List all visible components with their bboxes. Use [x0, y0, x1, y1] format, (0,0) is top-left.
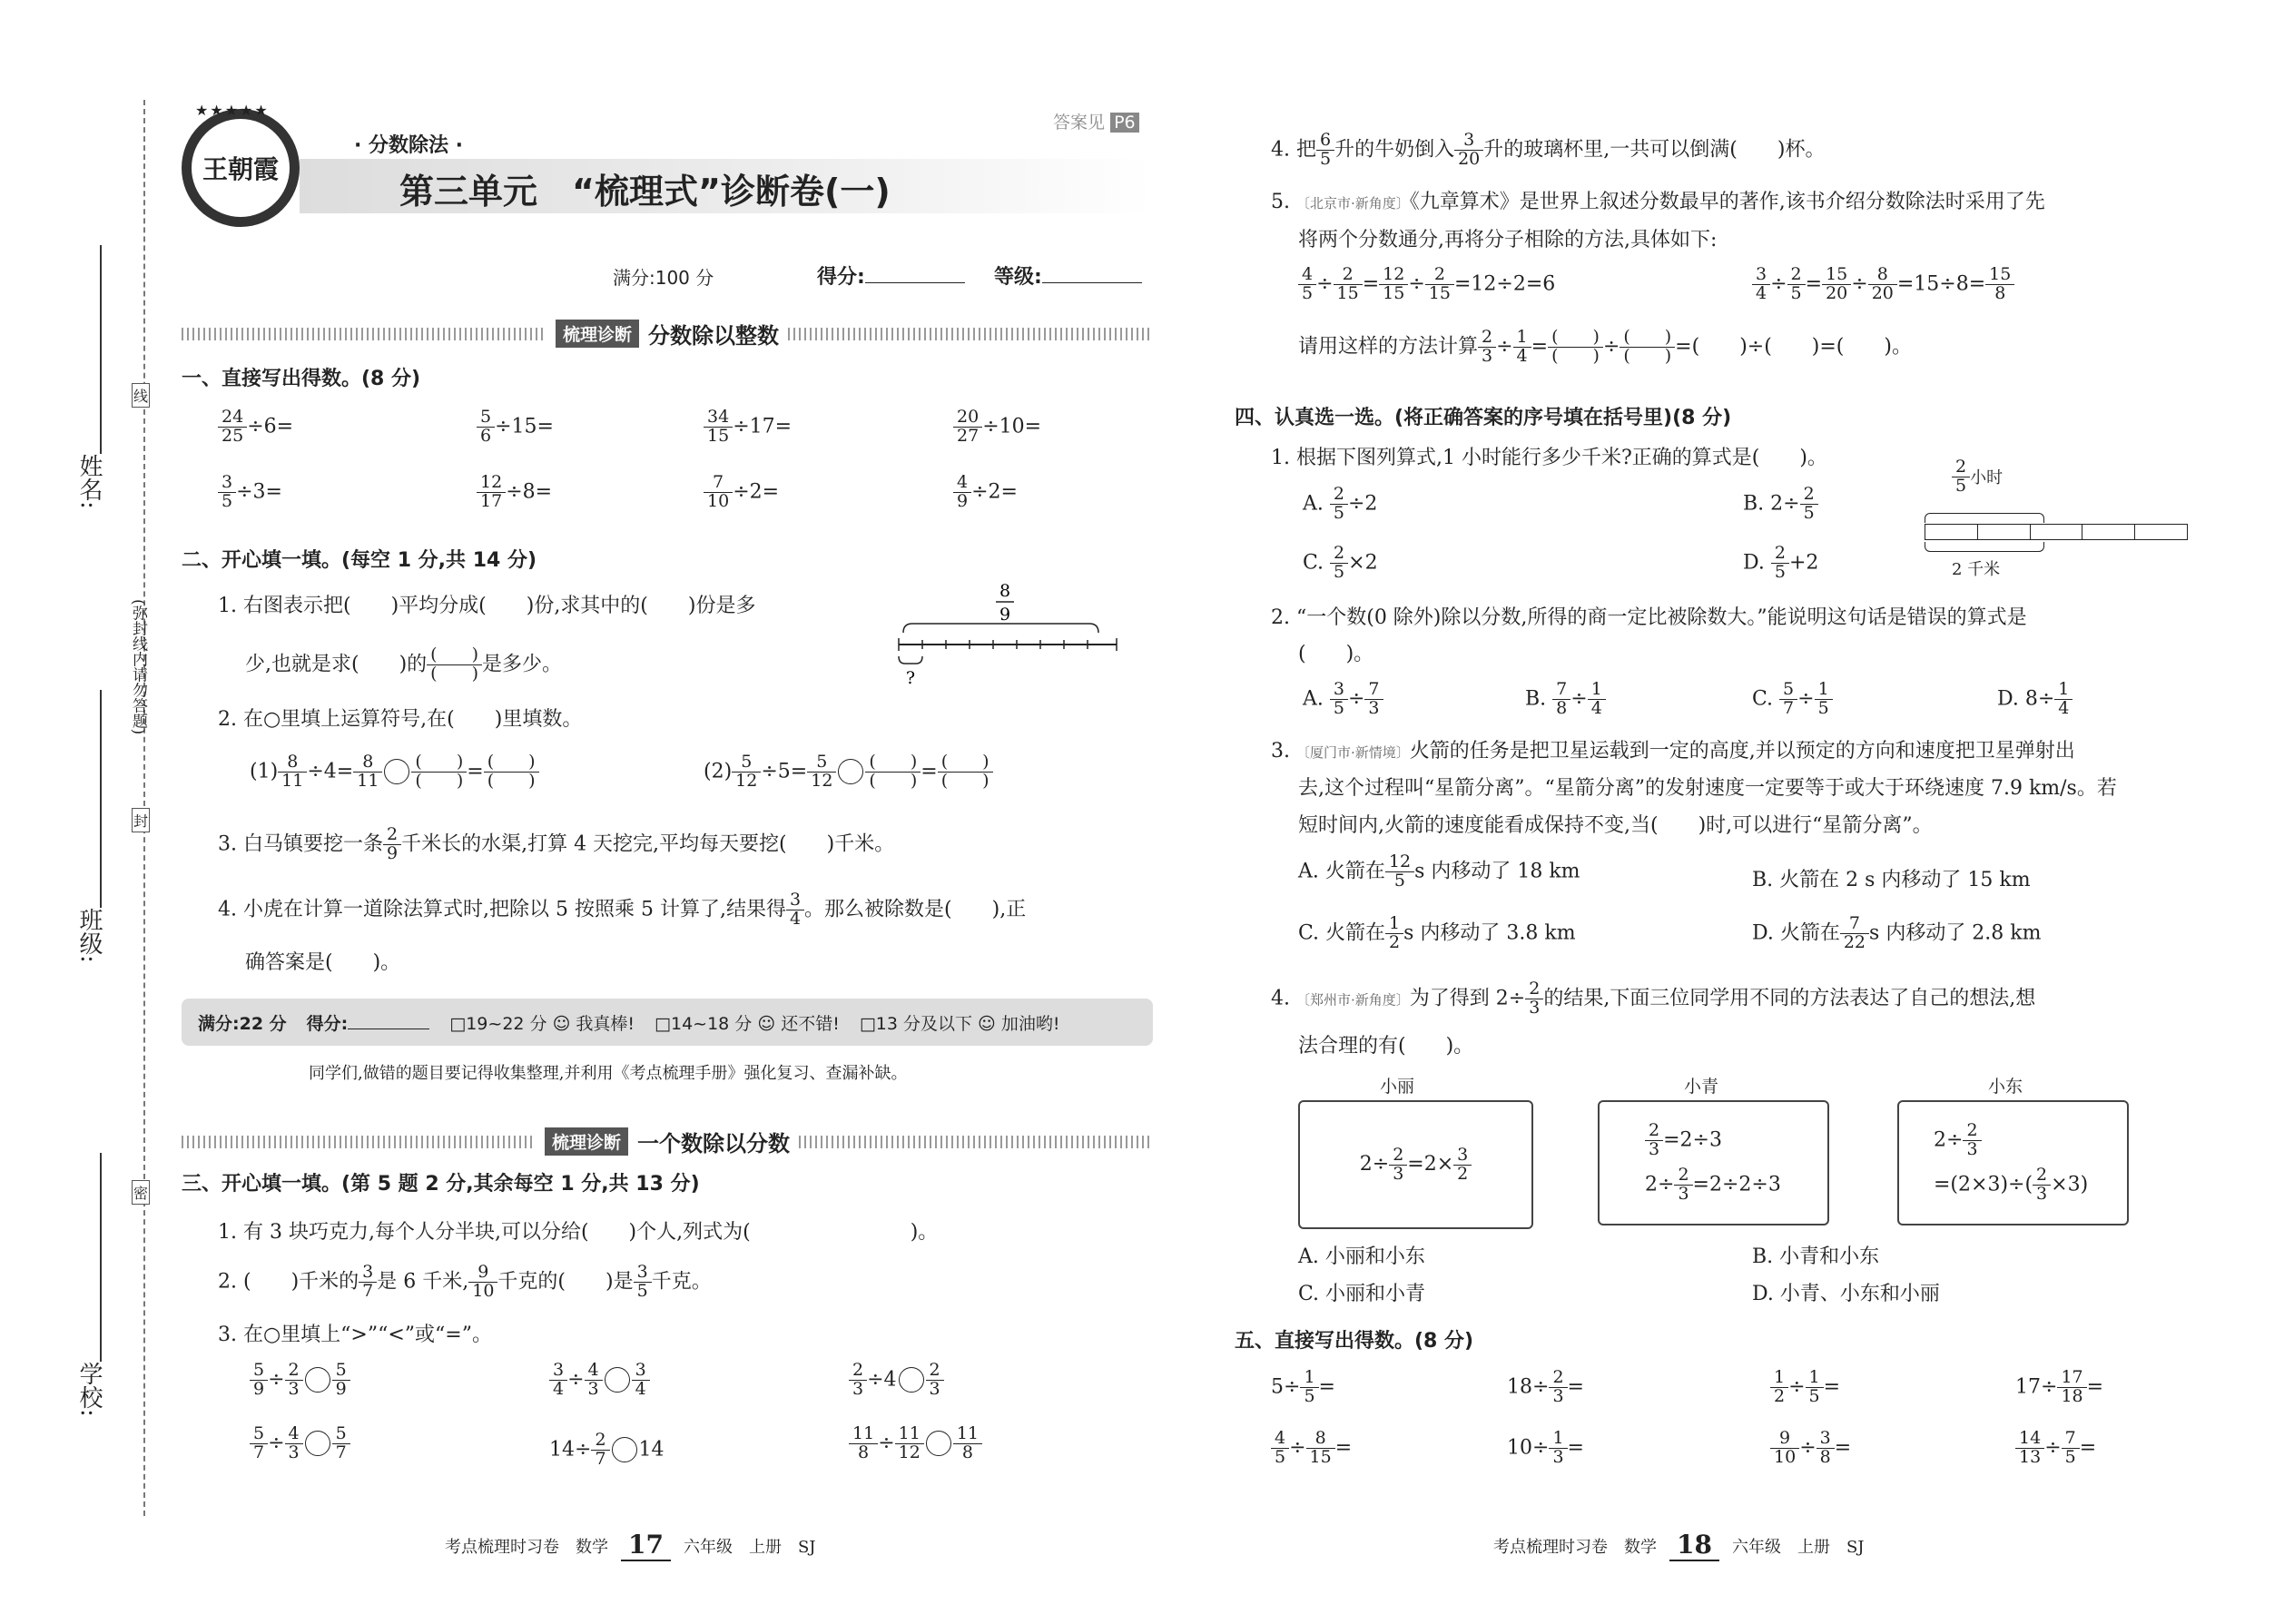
diagram-label-bottom: 2 千米 [1952, 560, 2001, 579]
q2-3-post: 千米长的水渠,打算 4 天挖完,平均每天要挖( )千米。 [401, 832, 895, 856]
r-c4-a-pre: 为了得到 2÷ [1409, 987, 1526, 1010]
grade-blank[interactable] [1042, 282, 1142, 283]
op-circle[interactable] [838, 759, 863, 784]
score-field[interactable] [817, 261, 965, 290]
score-range-1-label: □19~22 分 [449, 1013, 547, 1034]
q1-item-1[interactable]: $\frac{24}{25}$ ÷6= [218, 408, 293, 446]
q3-2-a: 2. ( )千米的 [218, 1270, 359, 1294]
name-xiaodong: 小东 [1988, 1077, 2023, 1097]
r-c3-num: 3. [1271, 740, 1290, 763]
grade-field[interactable] [994, 261, 1142, 290]
grade-label: 等级: [994, 266, 1042, 289]
diagram-bar [1925, 524, 2188, 540]
r-c3-A-pre: A. 火箭在 [1298, 860, 1385, 883]
score-range-2-label: □14~18 分 [655, 1013, 753, 1034]
r-c1-A[interactable]: A. $\frac{2}{5}$ ÷2 [1303, 484, 1378, 523]
r-c1-D[interactable]: D. $\frac{2}{5}$ +2 [1743, 543, 1819, 582]
q1-item-5[interactable]: $\frac{3}{5}$ ÷3= [218, 474, 282, 511]
r-c4-B[interactable]: B. 小青和小东 [1752, 1245, 1880, 1268]
q2-1b-pre: 少,也就是求( )的 [245, 653, 428, 676]
r-c1-C[interactable]: C. $\frac{2}{5}$ ×2 [1303, 543, 1378, 582]
reminder-text: 同学们,做错的题目要记得收集整理,并利用《考点梳理手册》强化复习、查漏补缺。 [309, 1064, 908, 1083]
card-xiaoqing [1598, 1100, 1829, 1225]
r-c1-diagram [1925, 458, 2197, 586]
r-c4-num: 4. [1271, 987, 1290, 1010]
section-tag: 梳理诊断 [545, 1127, 628, 1156]
r-q5-item-7[interactable]: $\frac{9}{10}$ ÷ $\frac{3}{8}$ = [1770, 1430, 1851, 1467]
r-c3-C-post: s 内移动了 3.8 km [1403, 921, 1576, 945]
r-q5-task[interactable]: 请用这样的方法计算 $\frac{2}{3}$ ÷ $\frac{1}{4}$ = $\frac{( )}{( )}$ ÷ $\frac{( )}{( )}$ =( )÷( )=( )。 [1298, 327, 1912, 366]
cmp-6[interactable]: $\frac{11}{8}$ ÷ $\frac{11}{12}$ $\frac{11}{8}$ [849, 1425, 982, 1462]
q2-4-pre: 4. 小虎在计算一道除法算式时,把除以 5 按照乘 5 计算了,结果得 [218, 898, 786, 921]
r-c3-A-post: s 内移动了 18 km [1414, 860, 1580, 883]
page-number: 17 [621, 1530, 671, 1561]
r-c2-D[interactable]: D. 8÷ $\frac{1}{4}$ [1997, 681, 2072, 718]
diagram-label-top: $\frac{2}{5}$ 小时 [1952, 458, 2003, 496]
score-range-3[interactable]: □13 分及以下 ☺ 加油哟! [859, 1013, 1060, 1034]
r-q5-task-post: =( )÷( )=( )。 [1675, 335, 1912, 359]
footer-text: 考点梳理时习卷 数学 [1493, 1537, 1657, 1557]
card-xiaodong [1897, 1100, 2129, 1225]
q1-item-6[interactable]: $\frac{12}{17}$ ÷8= [477, 474, 552, 511]
name-label: 姓名: [75, 454, 103, 509]
diagram-bot-num: 9 [999, 605, 1011, 625]
r-c3-A[interactable]: A. 火箭在 $\frac{12}{5}$ s 内移动了 18 km [1298, 851, 1580, 891]
r-c2-A[interactable]: A. $\frac{3}{5}$ ÷ $\frac{7}{3}$ [1303, 681, 1383, 718]
q2-4-post: 。那么被除数是( ),正 [804, 898, 1027, 921]
q1-item-3[interactable]: $\frac{34}{15}$ ÷17= [704, 408, 792, 446]
diagram-label-top-text: 小时 [1970, 468, 2004, 488]
class-line [100, 690, 102, 908]
r-q5-item-2[interactable]: 18÷ $\frac{2}{3}$ = [1507, 1367, 1584, 1406]
seal-mark-2: 封 [132, 808, 150, 832]
r-q5-item-8[interactable]: $\frac{14}{13}$ ÷ $\frac{7}{5}$ = [2015, 1430, 2096, 1467]
r-c1-B[interactable]: B. 2÷ $\frac{2}{5}$ [1743, 486, 1818, 523]
subject-tag: · 分数除法 · [354, 134, 464, 157]
r-c4-D[interactable]: D. 小青、小东和小丽 [1752, 1283, 1940, 1305]
seal-mark-1: 线 [132, 383, 150, 408]
section-1-bar [182, 318, 1153, 349]
q3-2[interactable]: 2. ( )千米的 $\frac{3}{7}$ 是 6 千米, $\frac{9}{10}$ 千克的( )是 $\frac{3}{5}$ 千克。 [218, 1262, 712, 1301]
diagram-brace-bottom [1925, 542, 2044, 552]
r-q5-item-4[interactable]: 17÷ $\frac{17}{18}$ = [2015, 1367, 2104, 1406]
dash-left [182, 328, 546, 340]
r-c3-B[interactable]: B. 火箭在 2 s 内移动了 15 km [1752, 869, 2031, 891]
r-c3-line3[interactable]: 短时间内,火箭的速度能看成保持不变,当( )时,可以进行“星箭分离”。 [1298, 814, 1933, 837]
logo-badge [182, 109, 300, 227]
seal-note: (弥封线内请勿答题) [129, 599, 147, 735]
school-label: 学校: [75, 1362, 103, 1417]
card-xiaoli: 2÷ $\frac{2}{3}$ =2× $\frac{3}{2}$ [1298, 1100, 1533, 1229]
card-xiaoqing-line1: $\frac{2}{3}$ =2÷3 [1645, 1122, 1827, 1159]
q1-item-7[interactable]: $\frac{7}{10}$ ÷2= [704, 474, 779, 511]
r-q5-num: 5. [1271, 191, 1290, 213]
diagram-top-num: 8 [999, 581, 1011, 601]
r-q4-pre: 4. 把 [1271, 138, 1316, 162]
score-range-1-text: 我真棒! [576, 1013, 635, 1034]
r-q5-line2: 将两个分数通分,再将分子相除的方法,具体如下: [1298, 229, 1718, 251]
dash-right [788, 328, 1153, 340]
q2-title: 二、开心填一填。(每空 1 分,共 14 分) [182, 549, 537, 572]
r-c3-a: 火箭的任务是把卫星运载到一定的高度,并以预定的方向和速度把卫星弹射出 [1409, 740, 2075, 763]
q2-2: 2. 在○里填上运算符号,在( )里填数。 [218, 708, 583, 731]
score-box-score-label: 得分: [306, 1013, 349, 1034]
q2-4-line2[interactable]: 确答案是( )。 [245, 951, 401, 974]
r-sec4-title: 四、认真选一选。(将正确答案的序号填在括号里)(8 分) [1235, 407, 1732, 429]
r-c2-b[interactable]: ( )。 [1298, 643, 1374, 665]
score-range-3-label: □13 分及以下 [859, 1013, 972, 1034]
q1-item-4[interactable]: $\frac{20}{27}$ ÷10= [953, 408, 1041, 446]
q1-item-8[interactable]: $\frac{4}{9}$ ÷2= [953, 474, 1018, 511]
score-range-1[interactable]: □19~22 分 ☺ 我真棒! [449, 1013, 635, 1034]
r-c4-line1: 4. 〔郑州市·新角度〕为了得到 2÷ $\frac{2}{3}$ 的结果,下面三位同学用不同的方法表达了自己的想法,想 [1271, 979, 2036, 1018]
r-sec5-title: 五、直接写出得数。(8 分) [1235, 1330, 1474, 1353]
r-c2-B[interactable]: B. $\frac{7}{8}$ ÷ $\frac{1}{4}$ [1525, 681, 1606, 718]
footer-text-2: 六年级 上册 SJ [683, 1537, 816, 1557]
q3-2-c: 千克的( )是 [497, 1270, 634, 1294]
name-line [100, 245, 102, 454]
diagram-top-brace [903, 624, 1098, 633]
r-q4-mid: 升的牛奶倒入 [1334, 138, 1455, 162]
q3-title: 三、开心填一填。(第 5 题 2 分,其余每空 1 分,共 13 分) [182, 1173, 700, 1196]
q2-2-part1[interactable]: (1) $\frac{8}{11}$ ÷4= $\frac{8}{11}$ $\frac{( )}{( )}$ = $\frac{( )}{( )}$ [250, 753, 539, 791]
r-q5-item-3[interactable]: $\frac{1}{2}$ ÷ $\frac{1}{5}$ = [1770, 1369, 1840, 1406]
op-circle[interactable] [384, 759, 409, 784]
cmp-1[interactable]: $\frac{5}{9}$ ÷ $\frac{2}{3}$ $\frac{5}{9}$ [250, 1362, 350, 1399]
q2-4-line1[interactable]: 4. 小虎在计算一道除法算式时,把除以 5 按照乘 5 计算了,结果得 $\frac{3}{4}$ 。那么被除数是( ),正 [218, 890, 1027, 929]
class-label: 班级: [75, 908, 103, 963]
card-xiaodong-line1: 2÷ $\frac{2}{3}$ [1934, 1122, 2127, 1159]
r-q5-item-1[interactable]: 5÷ $\frac{1}{5}$ = [1271, 1367, 1335, 1406]
r-c4-region: 〔郑州市·新角度〕 [1296, 991, 1410, 1009]
r-c1: 1. 根据下图列算式,1 小时能行多少千米?正确的算式是( )。 [1271, 447, 1827, 469]
r-c4-line2[interactable]: 法合理的有( )。 [1298, 1035, 1474, 1058]
score-box-full: 满分:22 分 [198, 1013, 287, 1034]
name-xiaoqing: 小青 [1684, 1077, 1719, 1097]
score-range-2[interactable]: □14~18 分 ☺ 还不错! [655, 1013, 840, 1034]
r-c4-C[interactable]: C. 小丽和小青 [1298, 1283, 1426, 1305]
section-tag: 梳理诊断 [556, 320, 639, 348]
r-q5-example-2: $\frac{3}{4}$ ÷ $\frac{2}{5}$ = $\frac{15}{20}$ ÷ $\frac{8}{20}$ =15÷8= $\frac{15}{8}$ [1752, 266, 2014, 303]
q1-item-2[interactable]: $\frac{5}{6}$ ÷15= [477, 408, 554, 446]
r-c4-a-post: 的结果,下面三位同学用不同的方法表达了自己的想法,想 [1543, 987, 2036, 1010]
r-c3-D-pre: D. 火箭在 [1752, 921, 1840, 945]
logo-inner [192, 119, 290, 217]
score-box [182, 999, 1153, 1046]
score-blank[interactable] [865, 282, 965, 283]
cmp-4[interactable]: $\frac{5}{7}$ ÷ $\frac{4}{3}$ $\frac{5}{7}$ [250, 1425, 350, 1462]
q1-title: 一、直接写出得数。(8 分) [182, 368, 421, 390]
footer-left [445, 1530, 816, 1561]
dash-right [799, 1136, 1153, 1148]
score-range-2-text: 还不错! [781, 1013, 840, 1034]
r-q4-post: 升的玻璃杯里,一共可以倒满( )杯。 [1483, 138, 1826, 162]
r-q5-line1 [1271, 191, 2045, 214]
r-c2-C[interactable]: C. $\frac{5}{7}$ ÷ $\frac{1}{5}$ [1752, 681, 1833, 718]
diagram-question: ? [905, 668, 916, 688]
q3-2-d: 千克。 [651, 1270, 712, 1294]
q2-1b-post: 是多少。 [482, 653, 563, 676]
r-c3-C[interactable]: C. 火箭在 $\frac{1}{2}$ s 内移动了 3.8 km [1298, 913, 1576, 952]
footer-text-2: 六年级 上册 SJ [1731, 1537, 1865, 1557]
r-c4-A[interactable]: A. 小丽和小东 [1298, 1245, 1425, 1268]
r-c3-line2: 去,这个过程叫“星箭分离”。“星箭分离”的发射速度一定要等于或大于环绕速度 7.9 km/s。若 [1298, 777, 2117, 800]
r-c3-region: 〔厦门市·新情境〕 [1296, 744, 1410, 761]
full-score: 满分:100 分 [613, 267, 714, 289]
answer-ref-page: P6 [1110, 113, 1139, 133]
answer-ref-label: 答案见 [1053, 113, 1106, 133]
section-title: 分数除以整数 [648, 323, 780, 349]
dash-left [182, 1136, 536, 1148]
r-q4[interactable]: 4. 把 $\frac{6}{5}$ 升的牛奶倒入 $\frac{3}{20}$ 升的玻璃杯里,一共可以倒满( )杯。 [1271, 130, 1826, 169]
q2-1-diagram [894, 576, 1121, 694]
q2-1-line1[interactable]: 1. 右图表示把( )平均分成( )份,求其中的( )份是多 [218, 595, 756, 617]
q2-1-line2[interactable] [245, 646, 562, 684]
diagram-brace-top [1925, 513, 2044, 523]
cmp-5[interactable]: 14÷ $\frac{2}{7}$ 14 [549, 1430, 665, 1469]
cmp-2[interactable]: $\frac{3}{4}$ ÷ $\frac{4}{3}$ $\frac{3}{4}$ [549, 1362, 650, 1399]
card-xiaoqing-line2: 2÷ $\frac{2}{3}$ =2÷2÷3 [1645, 1165, 1781, 1204]
r-q5-task-pre: 请用这样的方法计算 [1298, 335, 1479, 359]
r-q5-a: 《九章算术》是世界上叙述分数最早的著作,该书介绍分数除法时采用了先 [1409, 191, 2045, 213]
q2-3-pre: 3. 白马镇要挖一条 [218, 832, 383, 856]
section-title: 一个数除以分数 [637, 1131, 791, 1156]
q2-3[interactable]: 3. 白马镇要挖一条 $\frac{2}{9}$ 千米长的水渠,打算 4 天挖完,平均每天要挖( )千米。 [218, 824, 895, 863]
school-line [100, 1153, 102, 1362]
score-box-score[interactable] [307, 1010, 430, 1035]
r-c3-D[interactable]: D. 火箭在 $\frac{7}{22}$ s 内移动了 2.8 km [1752, 913, 2042, 952]
r-q5-example-1: $\frac{4}{5}$ ÷ $\frac{2}{15}$ = $\frac{12}{15}$ ÷ $\frac{2}{15}$ =12÷2=6 [1298, 266, 1555, 303]
answer-ref [1053, 109, 1139, 133]
card-xiaodong-line2: =(2×3)÷( $\frac{2}{3}$ ×3) [1934, 1165, 2089, 1204]
r-c2: 2. “一个数(0 除外)除以分数,所得的商一定比被除数大。”能说明这句话是错误的算式是 [1271, 606, 2027, 629]
page-title: 第三单元 “梳理式”诊断卷(一) [399, 172, 891, 212]
logo-text: 王朝霞 [202, 154, 279, 184]
footer-right [1493, 1530, 1865, 1561]
footer-text: 考点梳理时习卷 数学 [445, 1537, 608, 1557]
r-q5-item-5[interactable]: $\frac{4}{5}$ ÷ $\frac{8}{15}$ = [1271, 1430, 1352, 1467]
star-icons: ★★★★★ [195, 102, 270, 119]
cmp-3[interactable]: $\frac{2}{3}$ ÷4 $\frac{2}{3}$ [849, 1362, 944, 1399]
page-number: 18 [1669, 1530, 1719, 1561]
r-c3-D-post: s 内移动了 2.8 km [1869, 921, 2042, 945]
section-2-bar [182, 1126, 1153, 1157]
q3-3: 3. 在○里填上“>”“<”或“=”。 [218, 1324, 492, 1346]
q3-1[interactable]: 1. 有 3 块巧克力,每个人分半块,可以分给( )个人,列式为( )。 [218, 1221, 939, 1244]
score-range-3-text: 加油哟! [1000, 1013, 1060, 1034]
q2-2-part2[interactable]: (2) $\frac{5}{12}$ ÷5= $\frac{5}{12}$ $\frac{( )}{( )}$ = $\frac{( )}{( )}$ [704, 753, 993, 791]
score-label: 得分: [817, 266, 865, 289]
diagram-bottom-brace [899, 656, 922, 664]
r-c3-C-pre: C. 火箭在 [1298, 921, 1386, 945]
r-c3-line1 [1271, 740, 2075, 763]
name-xiaoli: 小丽 [1380, 1077, 1415, 1097]
q3-2-b: 是 6 千米, [377, 1270, 469, 1294]
r-q5-region: 〔北京市·新角度〕 [1296, 195, 1410, 212]
seal-mark-3: 密 [132, 1180, 150, 1205]
blank-frac[interactable]: $\frac{( )}{( )}$ [428, 646, 480, 684]
r-q5-item-6[interactable]: 10÷ $\frac{1}{3}$ = [1507, 1428, 1584, 1467]
